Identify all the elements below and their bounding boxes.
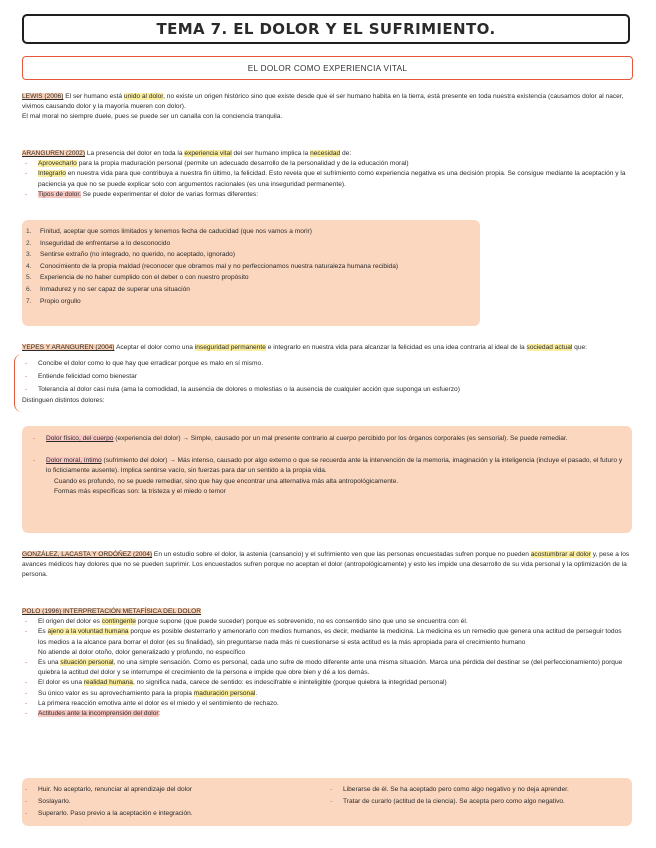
item-highlight: contingente: [101, 618, 136, 626]
list-item: [30, 456, 624, 476]
yepes-list: [22, 357, 630, 396]
list-item: [22, 617, 630, 627]
yepes-section: [22, 343, 630, 406]
yepes-highlight-2: sociedad actual: [526, 344, 573, 351]
item-text: Finitud, aceptar que somos limitados y tenemos fecha de caducidad (que nos vamos a morir): [40, 228, 312, 235]
item-highlight: ajeno a la voluntad humana: [47, 628, 129, 636]
moral-pain-label: Dolor moral, íntimo: [46, 457, 102, 465]
list-item: [30, 434, 624, 444]
item-text: Entiende felicidad como bienestar: [38, 373, 137, 381]
yepes-highlight-1: inseguridad permanente: [194, 344, 266, 351]
item-highlight: situación personal: [60, 659, 114, 667]
item-highlight: realidad humana: [83, 679, 133, 687]
lewis-line-2: El mal moral no siempre duele, pues se puede ser un canalla con la conciencia tranquila.: [22, 113, 283, 121]
polo-list: [22, 617, 630, 719]
item-text: Conocimiento de la propia maldad (reconocer que obramos mal y no perfeccionamos nuestra naturaleza humana recibida): [40, 262, 399, 270]
item-text: Soslayarlo.: [38, 798, 71, 805]
item-text: , no significa nada, carece de sentido: es indescifrable e ininteligible (porque quiebra la integridad personal): [132, 679, 447, 687]
list-item: [22, 658, 630, 678]
attitudes-right: [327, 784, 627, 808]
list-item: [22, 709, 630, 719]
item-text: :: [158, 710, 161, 718]
item-text: Tolerancia al dolor casi nula (ama la comodidad, la ausencia de dolores o molestias o la ausencia de cualquier acción que suponga un esfuerzo): [38, 386, 460, 394]
list-item: [327, 784, 627, 796]
list-item: [22, 796, 322, 808]
gonzalez-text: En un estudio sobre el dolor, la astenia (cansancio) y el sufrimiento ven que las personas encuestadas sufren porque no pueden: [152, 551, 531, 558]
aranguren-list: [22, 159, 630, 200]
item-text: Sentirse extraño (no integrado, no querido, no aceptado, ignorado): [40, 251, 236, 259]
yepes-text: Aceptar el dolor como una: [114, 344, 195, 351]
item-text: Inseguridad de enfrentarse a lo desconocido: [40, 239, 171, 247]
item-text: Inmadurez y no ser capaz de superar una situación: [40, 285, 190, 293]
item-text: porque supone (que puede suceder) porque es sobrevenido, no es consentido sino que uno se encuentra con él.: [135, 618, 468, 626]
item-text: Propio orgullo: [40, 297, 81, 305]
physical-pain-text: (experiencia del dolor) → Simple, causado por un mal presente contrario al cuerpo percibido por los órganos corporales (es sensorial). Se puede remediar.: [113, 435, 568, 442]
yepes-author: YEPES Y ARANGUREN (2004): [22, 344, 115, 351]
moral-pain-line-2: Cuando es profundo, no se puede remediar, sino que hay que encontrar una alternativa más alta antropológicamente.: [54, 477, 399, 485]
item-text: El origen del dolor es: [38, 618, 102, 626]
aranguren-intro: [22, 149, 630, 159]
list-item: [22, 699, 630, 709]
subtitle-box: [22, 56, 633, 80]
lewis-author: LEWIS (2006): [22, 93, 64, 100]
moral-pain-text: (sufrimiento del dolor) → Más intenso, causado por algo externo o que se recuerda ante la intervención de la memoria, imaginación y la inteligencia (incluye el pasado, el futuro y lo ficticiamente ausente). Implica sentirse vacío, sin fuerzas para dar un sentido a la propia vida.: [46, 457, 623, 475]
list-item: [327, 796, 627, 808]
polo-heading-line: [22, 607, 630, 617]
item-text: El dolor es una: [38, 679, 84, 687]
polo-section: [22, 607, 630, 719]
attitudes-right-list: [327, 784, 627, 808]
aranguren-text-3: de:: [340, 150, 352, 157]
aranguren-highlight-2: necesidad: [310, 150, 341, 157]
lewis-section: [22, 92, 630, 123]
pain-types-content: [22, 426, 632, 497]
list-item: 2. Inseguridad de enfrentarse a lo desconocido: [26, 239, 171, 247]
lewis-text: El ser humano está: [63, 93, 124, 100]
yepes-text-3: que:: [572, 344, 588, 351]
list-item: 4. Conocimiento de la propia maldad (reconocer que obramos mal y no perfeccionamos nuestra naturaleza humana recibida): [26, 262, 399, 270]
list-item: [22, 357, 630, 370]
item-highlight: Actitudes ante la incomprensión del dolor: [38, 710, 159, 718]
page-title: TEMA 7. EL DOLOR Y EL SUFRIMIENTO.: [156, 20, 496, 38]
item-text: para la propia maduración personal (permite un adecuado desarrollo de la personalidad y de la educación moral): [76, 160, 409, 168]
list-item: 5. Experiencia de no haber cumplido con el deber o con nuestro propósito: [26, 274, 249, 282]
lewis-highlight: unido al dolor: [123, 93, 164, 100]
gonzalez-author: GONZÁLEZ, LACASTA Y ORDÓÑEZ (2004): [22, 551, 153, 558]
gonzalez-highlight: acostumbrar al dolor: [530, 551, 591, 558]
item-text: Superarlo. Paso previo a la aceptación e integración.: [38, 810, 193, 817]
aranguren-highlight-1: experiencia vital: [184, 150, 232, 157]
gonzalez-section: [22, 550, 630, 581]
types-panel: [22, 220, 480, 326]
physical-pain-label: Dolor físico, del cuerpo: [46, 435, 114, 442]
aranguren-author: ARANGUREN (2002): [22, 150, 86, 157]
item-text: Es: [38, 628, 48, 636]
item-text: Experiencia de no haber cumplido con el deber o con nuestro propósito: [40, 274, 249, 282]
lewis-paragraph: [22, 92, 630, 112]
item-text: .: [255, 689, 258, 697]
item-highlight: maduración personal: [193, 689, 256, 697]
aranguren-text: La presencia del dolor en toda la: [85, 150, 185, 157]
item-text: La primera reacción emotiva ante el dolor es el miedo y el sentimiento de rechazo.: [38, 699, 279, 707]
gonzalez-paragraph: [22, 550, 630, 581]
list-item: [22, 370, 630, 383]
types-list: [22, 220, 480, 307]
item-text: Se puede experimentar el dolor de varias formas diferentes:: [81, 190, 259, 198]
lewis-text-2: , no existe un origen histórico sino que existe desde que el ser humano habita en la tierra, está presente en toda nuestra existencia (causamos dolor al nacer, vivimos causando dolor y la mayoría mueren con dolor).: [22, 93, 624, 111]
attitudes-left: [22, 784, 322, 820]
item-text: No atiende al dolor otoño, dolor generalizado y profundo, no específico: [38, 648, 246, 656]
aranguren-section: [22, 149, 630, 200]
item-highlight: Integrarlo: [38, 170, 66, 178]
polo-heading: POLO (1996) INTERPRETACIÓN METAFÍSICA DEL DOLOR: [22, 608, 202, 615]
pain-types-panel: [22, 426, 632, 533]
pain-types-list: [30, 434, 624, 477]
item-text: Es una: [38, 659, 61, 667]
list-item: 7. Propio orgullo: [26, 297, 81, 305]
attitudes-left-list: [22, 784, 322, 820]
list-item: [22, 678, 630, 688]
list-item: [22, 808, 322, 820]
list-item: [22, 689, 630, 699]
list-item: [22, 383, 630, 396]
yepes-intro: [22, 343, 630, 353]
item-text: Su único valor es su aprovechamiento para la propia: [38, 689, 194, 697]
list-item: [22, 784, 322, 796]
distinguish-label: Distinguen distintos dolores:: [22, 397, 105, 405]
item-text: Tratar de curarlo (actitud de la ciencia). Se acepta pero como algo negativo.: [343, 798, 565, 805]
list-item: 6. Inmadurez y no ser capaz de superar una situación: [26, 285, 190, 293]
list-item: [22, 159, 630, 169]
list-item: 3. Sentirse extraño (no integrado, no querido, no aceptado, ignorado): [26, 251, 236, 259]
moral-pain-line-3: Formas más específicas son: la tristeza y el miedo o temor: [54, 487, 226, 495]
aranguren-text-2: del ser humano implica la: [231, 150, 311, 157]
item-text: , no una simple sensación. Como es personal, cada uno sufre de modo diferente ante una misma situación. Marca una pérdida del destinar se (del perfeccionamiento) porque quiebra la actitud del dolor y se interrumpe el crecimiento de la persona e impide que obre bien y dé a los demás.: [38, 659, 623, 677]
attitudes-panel: [22, 778, 632, 826]
item-text: Liberarse de él. Se ha aceptado pero como algo negativo y no deja aprender.: [343, 786, 569, 793]
item-text: Huir. No aceptarlo, renunciar al aprendizaje del dolor: [38, 786, 192, 793]
title-box: [22, 14, 630, 44]
section-subtitle: EL DOLOR COMO EXPERIENCIA VITAL: [247, 63, 408, 73]
list-item: [22, 169, 630, 189]
item-text: Concibe el dolor como lo que hay que erradicar porque es malo en sí mismo.: [38, 360, 264, 368]
list-item: 1. Finitud, aceptar que somos limitados y tenemos fecha de caducidad (que nos vamos a morir): [26, 228, 312, 235]
list-item: [22, 190, 630, 200]
gonzalez-text-2: y, pese a los avances médicos hay dolores que no se pueden suprimir. Los encuestados sufren porque no aceptan el dolor (antropológicamente) y esto les impide una desarrollo de su vida personal y la optimización de la persona.: [22, 551, 630, 579]
item-text: porque es posible desterrarlo y amenorarlo con medios humanos, es decir, mediante la medicina. La medicina es un remedio que genera una actitud de perseguir todos los medios a la alcance para borrar el dolor (es su finalidad), sin preguntarse nada más ni cuestionarse si esta actitud es la más apropiada para el crecimiento humano: [38, 628, 622, 646]
yepes-text-2: e integrarlo en nuestra vida para alcanzar la felicidad es una idea contraria al ideal de la: [265, 344, 527, 351]
item-highlight: Tipos de dolor.: [38, 190, 82, 198]
list-item: [22, 627, 630, 658]
item-highlight: Aprovecharlo: [38, 160, 77, 168]
item-text: en nuestra vida para que contribuya a nuestra fin último, la felicidad. Esto revela que el sufrimiento como experiencia negativa es una decisión propia. Se consigue mediante la aceptación y la paciencia ya que no se puede explicar solo con argumentos racionales (es una inseguridad permanente).: [38, 170, 626, 188]
